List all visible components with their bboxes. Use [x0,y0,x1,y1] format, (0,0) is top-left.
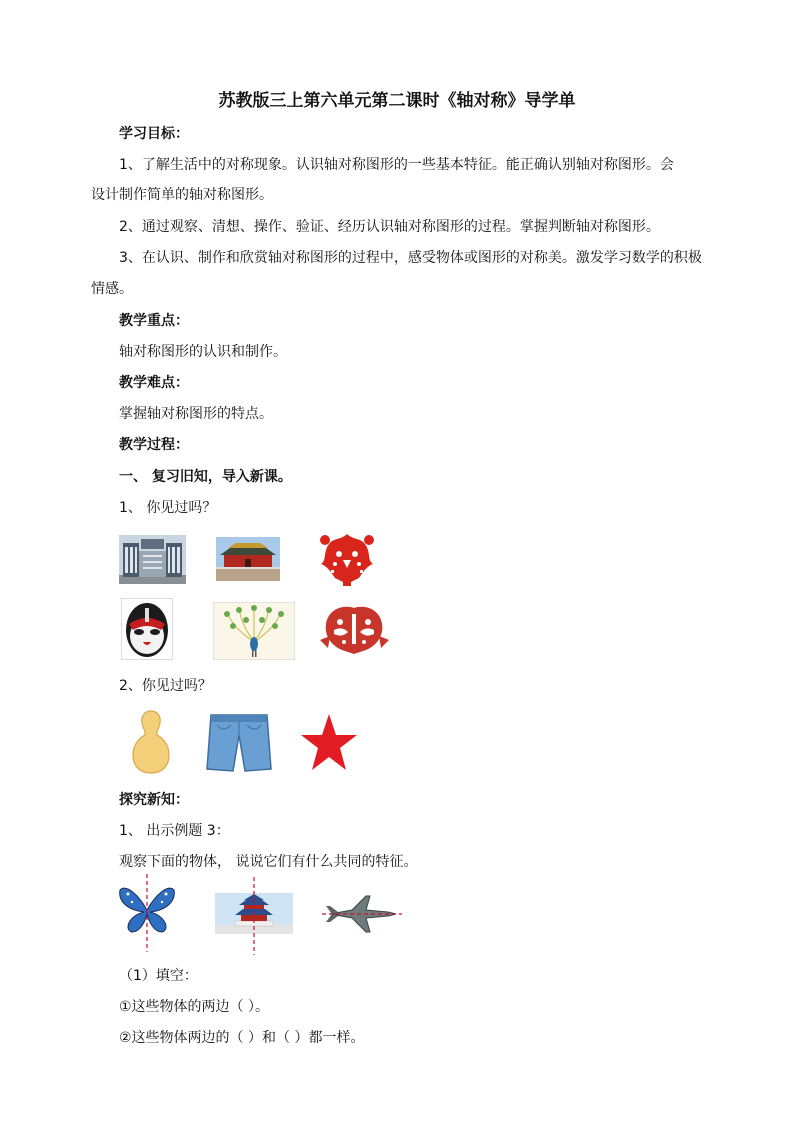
objective-1-line-2: 设计制作简单的轴对称图形。 [91,187,273,203]
fill-in-heading: （1）填空： [119,968,198,984]
difficulty-text: 掌握轴对称图形的特点。 [119,406,273,422]
explore-heading: 探究新知： [119,792,189,808]
objectives-heading: 学习目标： [119,126,189,142]
question-1: 1、 你见过吗？ [119,500,217,516]
gourd-image [131,709,171,775]
opera-mask-image [121,598,173,660]
fill-in-blank-1: ①这些物体的两边（ ）。 [119,999,270,1015]
red-star-image [301,712,357,774]
example-label: 1、 出示例题 3： [119,823,230,839]
butterfly-image [118,874,176,952]
objective-2: 2、通过观察、清想、操作、验证、经历认识轴对称图形的过程。掌握判断轴对称图形。 [119,219,660,235]
fighter-jet-image [322,890,402,938]
fill-in-blank-2: ②这些物体两边的（ ）和（ ）都一样。 [119,1030,365,1046]
key-point-text: 轴对称图形的认识和制作。 [119,344,287,360]
section-1-heading: 一、 复习旧知，导入新课。 [119,469,292,485]
observe-prompt: 观察下面的物体， 说说它们有什么共同的特征。 [119,854,418,870]
tiananmen-image [216,537,280,581]
peacock-image [213,602,295,660]
page-title: 苏教版三上第六单元第二课时《轴对称》导学单 [218,91,576,111]
paper-cut-fish-image [318,600,391,658]
jeans-shorts-image [205,711,273,774]
objective-3-line-2: 情感。 [91,281,133,297]
difficulty-heading: 教学难点： [119,375,189,391]
question-2: 2、你见过吗？ [119,678,212,694]
building-image [119,535,186,584]
process-heading: 教学过程： [119,437,189,453]
objective-1-line-1: 1、了解生活中的对称现象。认识轴对称图形的一些基本特征。能正确认别轴对称图形。会 [119,157,674,173]
key-point-heading: 教学重点： [119,313,189,329]
objective-3-line-1: 3、在认识、制作和欣赏轴对称图形的过程中，感受物体或图形的对称美。激发学习数学的积极 [119,250,702,266]
paper-cut-rooster-image [313,530,381,586]
temple-of-heaven-image [215,877,293,955]
